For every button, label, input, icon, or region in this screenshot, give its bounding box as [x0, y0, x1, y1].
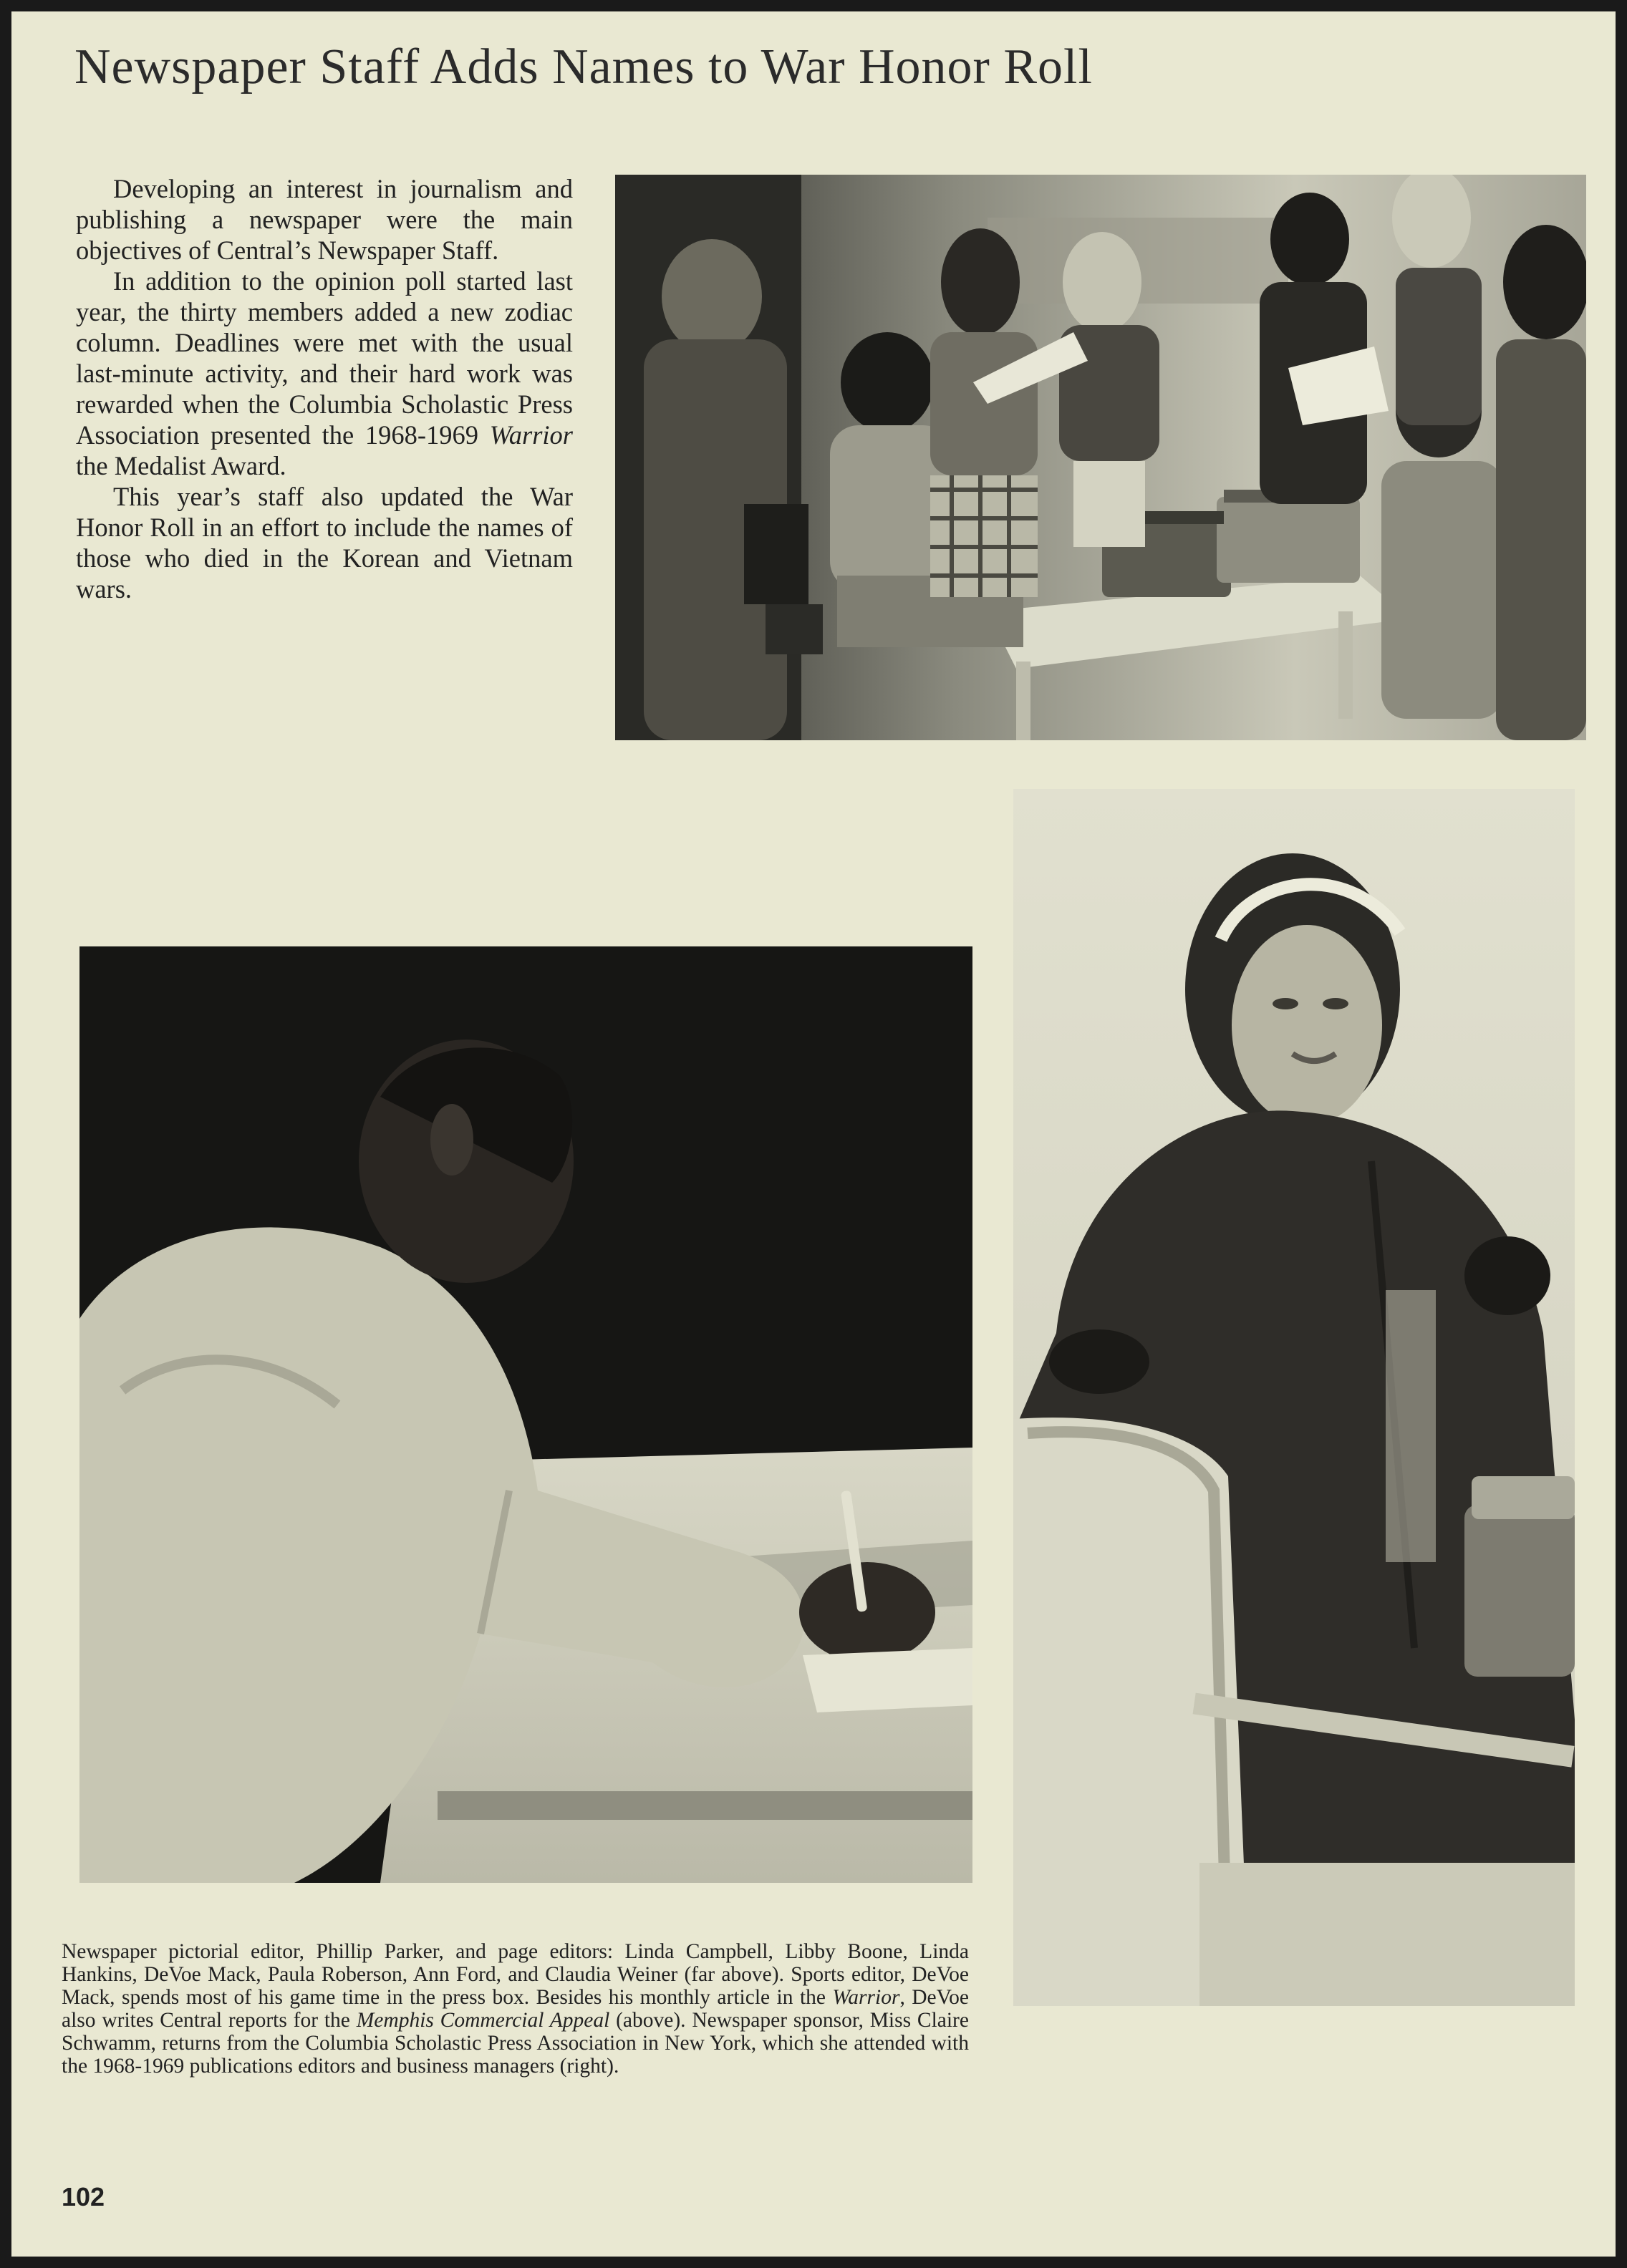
caption-part-2: , DeVoe also writes Central reports for the — [62, 1986, 969, 2032]
intro-paragraph-2 — [76, 266, 573, 481]
press-box-writer-photo — [79, 946, 972, 1883]
page-number: 102 — [62, 2182, 105, 2211]
caption-part-3: (above). Newspaper sponsor, Miss Claire Schwamm, returns from the Columbia Scholastic Press Association in New York, which she attended with the 1968-1969 publications editors and business managers (right). — [62, 2009, 969, 2078]
caption-italic-1: Warrior — [832, 1986, 900, 2009]
intro-text — [76, 173, 573, 604]
caption-part-1: Newspaper pictorial editor, Phillip Parker, and page editors: Linda Campbell, Libby Boone, Linda Hankins, DeVoe Mack, Paula Roberson, Ann Ford, and Claudia Weiner (far above). Sports editor, DeVoe Mack, spends most of his game time in the press box. Besides his monthly article in the — [62, 1940, 969, 2009]
yearbook-page — [11, 11, 1616, 2257]
photo-caption — [62, 1940, 969, 2078]
caption-italic-2: Memphis Commercial Appeal — [356, 2009, 610, 2032]
sponsor-plane-photo — [1013, 789, 1575, 2006]
intro-paragraph-1: Developing an interest in journalism and publishing a newspaper were the main objectives of Central’s Newspaper Staff. — [76, 174, 573, 265]
intro-p2-start: In addition to the opinion poll started last year, the thirty members added a new zodiac column. Deadlines were met with the usual last-minute activity, and their hard work was rewarded when the Columbia Scholastic Press Association presented the 1968-1969 — [76, 266, 573, 450]
page-title: Newspaper Staff Adds Names to War Honor Roll — [74, 39, 1093, 94]
intro-p2-italic: Warrior — [489, 420, 573, 450]
intro-paragraph-3: This year’s staff also updated the War Honor Roll in an effort to include the names of those who died in the Korean and Vietnam wars. — [76, 482, 573, 604]
staff-photo-image — [615, 175, 1586, 740]
staff-typewriter-photo — [615, 175, 1586, 740]
press-box-photo-image — [79, 946, 972, 1883]
intro-p2-end: the Medalist Award. — [76, 451, 286, 480]
sponsor-photo-image — [1013, 789, 1575, 2006]
